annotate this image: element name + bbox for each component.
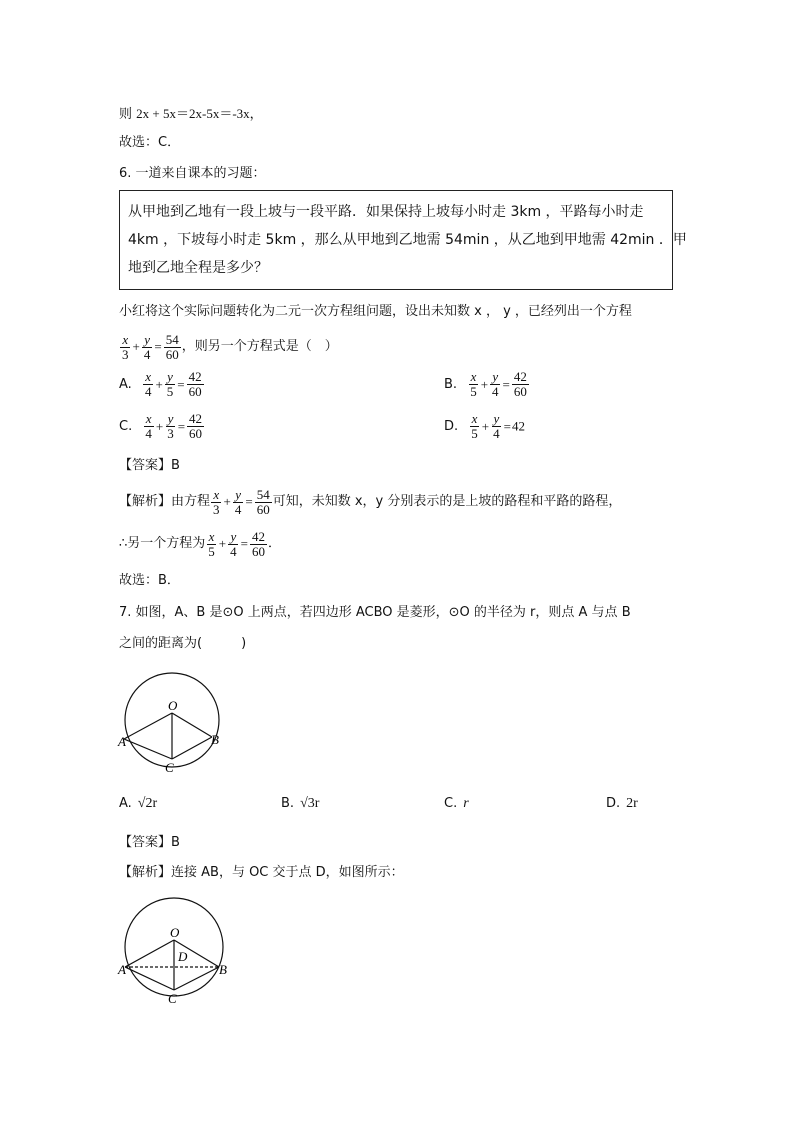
segment-ac bbox=[124, 739, 172, 759]
option-7-b[interactable] bbox=[281, 796, 319, 812]
line-1-prefix: 则 bbox=[119, 107, 133, 122]
question-6-equation-line: $\frac{x}{3}$ + $\frac{y}{4}$ = $\frac{54}{60}$ ，则另一个方程式是（ ） bbox=[122, 331, 338, 362]
option-6-d-rhs: 42 bbox=[511, 418, 525, 434]
option-7-d[interactable] bbox=[606, 796, 638, 812]
label-c: C bbox=[168, 991, 177, 1006]
option-6-c[interactable]: C. $\frac{x}{4}$ + $\frac{y}{3}$ = $\frac{42}{60}$ bbox=[119, 411, 203, 441]
option-6-b[interactable]: B. $\frac{x}{5}$ + $\frac{y}{4}$ = $\frac{42}{60}$ bbox=[444, 369, 527, 399]
option-label: B. bbox=[281, 796, 295, 811]
analysis-6-text: 可知，未知数 x，y 分别表示的是上坡的路程和平路的路程， bbox=[272, 494, 622, 509]
answer-7: 【答案】B bbox=[119, 835, 180, 850]
label-b: B bbox=[219, 962, 227, 977]
question-6-title: 6. 一道来自课本的习题： bbox=[119, 166, 266, 181]
question-6-prompt: ，则另一个方程式是（ ） bbox=[181, 339, 338, 354]
box-line-3: 地到乙地全程是多少？ bbox=[128, 260, 268, 276]
question-7-line-2: 之间的距离为( ) bbox=[119, 636, 247, 651]
segment-ob bbox=[172, 713, 212, 737]
question-6-description: 小红将这个实际问题转化为二元一次方程组问题，设出未知数 x ， y ，已经列出一个方程 bbox=[119, 304, 632, 319]
analysis-6-prefix: 【解析】由方程 bbox=[119, 494, 211, 509]
label-c: C bbox=[165, 760, 174, 775]
analysis-7: 【解析】连接 AB，与 OC 交于点 D，如图所示： bbox=[119, 865, 404, 880]
option-label: D. bbox=[606, 796, 621, 811]
fraction: $\frac{y}{4}$ bbox=[143, 331, 151, 362]
option-label: C. bbox=[444, 796, 458, 811]
line-1-expression: 2x + 5x＝2x-5x＝-3x， bbox=[136, 106, 263, 121]
option-label: A. bbox=[119, 796, 132, 811]
option-label: C. bbox=[119, 419, 133, 434]
segment-ac bbox=[125, 967, 174, 990]
segment-oa bbox=[125, 940, 174, 967]
label-a: A bbox=[118, 962, 126, 977]
label-o: O bbox=[170, 925, 180, 940]
option-7-c[interactable] bbox=[444, 796, 469, 812]
option-label: A. bbox=[119, 377, 132, 392]
box-line-1: 从甲地到乙地有一段上坡与一段平路．如果保持上坡每小时走 3km ，平路每小时走 bbox=[128, 204, 644, 220]
option-label: B. bbox=[444, 377, 458, 392]
analysis-6-line-1: 【解析】由方程 $\frac{x}{3}$ + $\frac{y}{4}$ = $\frac{54}{60}$ 可知，未知数 x，y 分别表示的是上坡的路程和平路的路程， bbox=[119, 486, 622, 517]
question-7-line-1: 7. 如图，A、B 是⊙O 上两点，若四边形 ACBO 是菱形，⊙O 的半径为 r，则点 A 与点 B bbox=[119, 605, 631, 620]
problem-box bbox=[119, 190, 687, 290]
label-d: D bbox=[178, 949, 188, 964]
option-value: 2r bbox=[626, 796, 638, 811]
segment-oa bbox=[124, 713, 172, 739]
option-7-a[interactable] bbox=[119, 796, 157, 812]
label-o: O bbox=[168, 698, 178, 713]
option-value: r bbox=[463, 796, 469, 811]
circle-figure-2 bbox=[112, 885, 237, 1010]
period: ． bbox=[267, 536, 281, 551]
analysis-6-line-2: ∴另一个方程为 $\frac{x}{5}$ + $\frac{y}{4}$ = $\frac{42}{60}$ ． bbox=[119, 528, 281, 559]
segment-bc bbox=[172, 737, 212, 759]
option-6-d[interactable]: D. $\frac{x}{5}$ + $\frac{y}{4}$ =42 bbox=[444, 411, 525, 441]
fraction: $\frac{x}{3}$ bbox=[122, 331, 129, 362]
label-b: B bbox=[211, 732, 219, 747]
box-line-2: 4km ，下坡每小时走 5km ，那么从甲地到乙地需 54min ，从乙地到甲地需 42min ．甲 bbox=[128, 232, 687, 248]
option-value: √3r bbox=[300, 796, 320, 811]
line-2: 故选：C． bbox=[119, 135, 181, 150]
line-1 bbox=[119, 104, 263, 125]
label-a: A bbox=[118, 734, 126, 749]
fraction: $\frac{54}{60}$ bbox=[165, 331, 179, 362]
analysis-6-therefore: ∴另一个方程为 bbox=[119, 536, 206, 551]
answer-6: 【答案】B bbox=[119, 458, 180, 473]
option-value: √2r bbox=[137, 796, 158, 811]
option-label: D. bbox=[444, 419, 459, 434]
circle-figure-1 bbox=[112, 660, 232, 780]
choose-6: 故选：B． bbox=[119, 573, 180, 588]
option-6-a[interactable]: A. $\frac{x}{4}$ + $\frac{y}{5}$ = $\frac{42}{60}$ bbox=[119, 369, 202, 399]
